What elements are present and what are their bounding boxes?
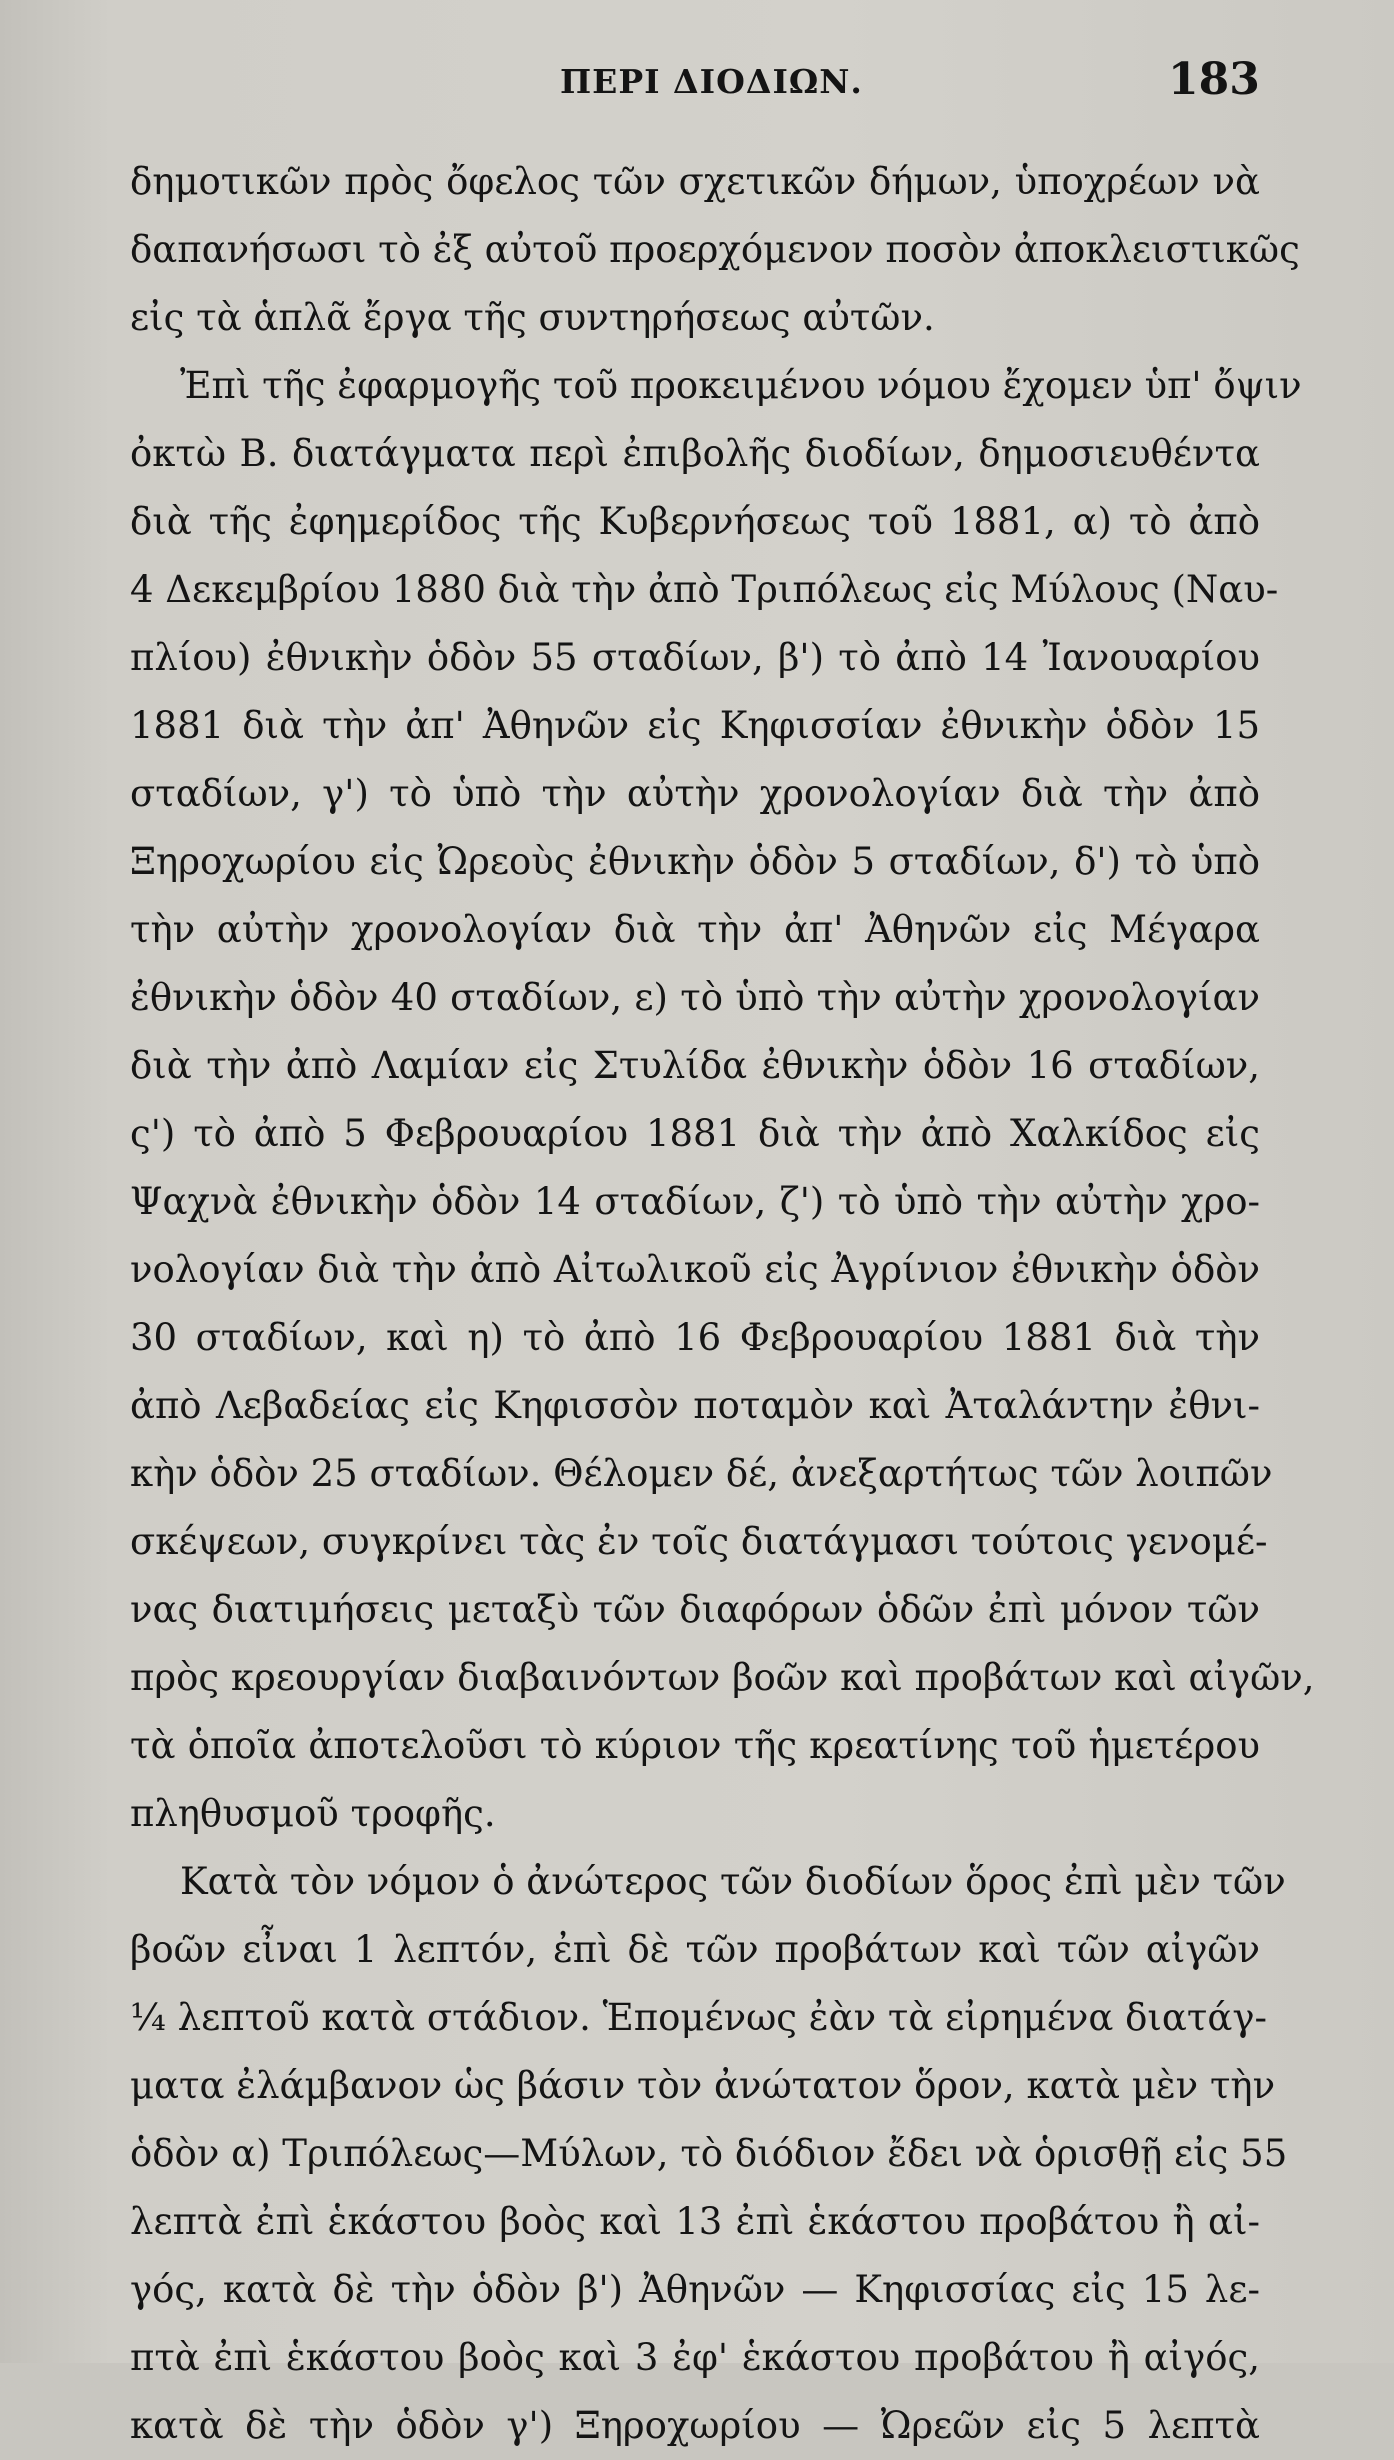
text-line: ματα ἐλάμβανον ὡς βάσιν τὸν ἀνώτατον ὅρον, κατὰ μὲν τὴν <box>130 2064 1276 2107</box>
text-line: πρὸς κρεουργίαν διαβαινόντων βοῶν καὶ προβάτων καὶ αἰγῶν, <box>130 1656 1315 1699</box>
text-line: δαπανήσωσι τὸ ἐξ αὐτοῦ προερχόμενον ποσὸν ἀποκλειστικῶς <box>130 228 1300 271</box>
text-line: διὰ τῆς ἐφημερίδος τῆς Κυβερνήσεως τοῦ 1881, α) τὸ ἀπὸ <box>130 500 1260 543</box>
text-line: 4 Δεκεμβρίου 1880 διὰ τὴν ἀπὸ Τριπόλεως εἰς Μύλους (Ναυ- <box>130 568 1279 611</box>
text-line: Ἐπὶ τῆς ἐφαρμογῆς τοῦ προκειμένου νόμου ἔχομεν ὑπ' ὄψιν <box>180 364 1302 407</box>
text-line: πτὰ ἐπὶ ἑκάστου βοὸς καὶ 3 ἐφ' ἑκάστου προβάτου ἢ αἰγός, <box>130 2336 1260 2379</box>
body-text <box>130 148 1315 2460</box>
text-line: εἰς τὰ ἁπλᾶ ἔργα τῆς συντηρήσεως αὐτῶν. <box>130 296 935 339</box>
text-line: ς') τὸ ἀπὸ 5 Φεβρουαρίου 1881 διὰ τὴν ἀπὸ Χαλκίδος εἰς <box>130 1112 1260 1155</box>
text-line: κατὰ δὲ τὴν ὁδὸν γ') Ξηροχωρίου — Ὠρεῶν εἰς 5 λεπτὰ <box>130 2404 1260 2447</box>
text-line: δημοτικῶν πρὸς ὄφελος τῶν σχετικῶν δήμων, ὑποχρέων νὰ <box>130 160 1260 203</box>
text-line: γός, κατὰ δὲ τὴν ὁδὸν β') Ἀθηνῶν — Κηφισσίας εἰς 15 λε- <box>130 2268 1260 2311</box>
text-line: σταδίων, γ') τὸ ὑπὸ τὴν αὐτὴν χρονολογίαν διὰ τὴν ἀπὸ <box>130 772 1260 815</box>
text-line: Κατὰ τὸν νόμον ὁ ἀνώτερος τῶν διοδίων ὅρος ἐπὶ μὲν τῶν <box>180 1860 1286 1903</box>
page-number: 183 <box>1168 54 1260 105</box>
text-line: ὁδὸν α) Τριπόλεως—Μύλων, τὸ διόδιον ἔδει νὰ ὁρισθῇ εἰς 55 <box>130 2132 1288 2175</box>
text-line: πλίου) ἐθνικὴν ὁδὸν 55 σταδίων, β') τὸ ἀπὸ 14 Ἰανουαρίου <box>130 636 1260 679</box>
text-line: ¼ λεπτοῦ κατὰ στάδιον. Ἑπομένως ἐὰν τὰ εἰρημένα διατάγ- <box>130 1996 1267 2039</box>
text-line: πληθυσμοῦ τροφῆς. <box>130 1792 496 1835</box>
text-line: νας διατιμήσεις μεταξὺ τῶν διαφόρων ὁδῶν ἐπὶ μόνον τῶν <box>130 1588 1260 1631</box>
text-line: κὴν ὁδὸν 25 σταδίων. Θέλομεν δέ, ἀνεξαρτήτως τῶν λοιπῶν <box>130 1452 1273 1495</box>
text-line: τὴν αὐτὴν χρονολογίαν διὰ τὴν ἀπ' Ἀθηνῶν εἰς Μέγαρα <box>130 908 1260 951</box>
text-line: σκέψεων, συγκρίνει τὰς ἐν τοῖς διατάγμασι τούτοις γενομέ- <box>130 1520 1268 1563</box>
text-line: λεπτὰ ἐπὶ ἑκάστου βοὸς καὶ 13 ἐπὶ ἑκάστου προβάτου ἢ αἰ- <box>130 2200 1260 2243</box>
text-line: βοῶν εἶναι 1 λεπτόν, ἐπὶ δὲ τῶν προβάτων καὶ τῶν αἰγῶν <box>130 1928 1260 1971</box>
text-line: διὰ τὴν ἀπὸ Λαμίαν εἰς Στυλίδα ἐθνικὴν ὁδὸν 16 σταδίων, <box>130 1044 1260 1087</box>
text-line: Ξηροχωρίου εἰς Ὠρεοὺς ἐθνικὴν ὁδὸν 5 σταδίων, δ') τὸ ὑπὸ <box>130 840 1260 883</box>
text-line: 30 σταδίων, καὶ η) τὸ ἀπὸ 16 Φεβρουαρίου 1881 διὰ τὴν <box>130 1316 1260 1359</box>
text-line: Ψαχνὰ ἐθνικὴν ὁδὸν 14 σταδίων, ζ') τὸ ὑπὸ τὴν αὐτὴν χρο- <box>130 1180 1260 1223</box>
text-line: 1881 διὰ τὴν ἀπ' Ἀθηνῶν εἰς Κηφισσίαν ἐθνικὴν ὁδὸν 15 <box>130 704 1260 747</box>
text-line: ἐθνικὴν ὁδὸν 40 σταδίων, ε) τὸ ὑπὸ τὴν αὐτὴν χρονολογίαν <box>130 976 1260 1019</box>
running-title: ΠΕΡΙ ΔΙΟΔΙΩΝ. <box>560 62 863 101</box>
text-line: ὀκτὼ Β. διατάγματα περὶ ἐπιβολῆς διοδίων, δημοσιευθέντα <box>130 432 1260 475</box>
text-line: τὰ ὁποῖα ἀποτελοῦσι τὸ κύριον τῆς κρεατίνης τοῦ ἡμετέρου <box>130 1724 1260 1767</box>
text-line: ἀπὸ Λεβαδείας εἰς Κηφισσὸν ποταμὸν καὶ Ἀταλάντην ἐθνι- <box>130 1384 1260 1427</box>
text-line: νολογίαν διὰ τὴν ἀπὸ Αἰτωλικοῦ εἰς Ἀγρίνιον ἐθνικὴν ὁδὸν <box>130 1248 1260 1291</box>
